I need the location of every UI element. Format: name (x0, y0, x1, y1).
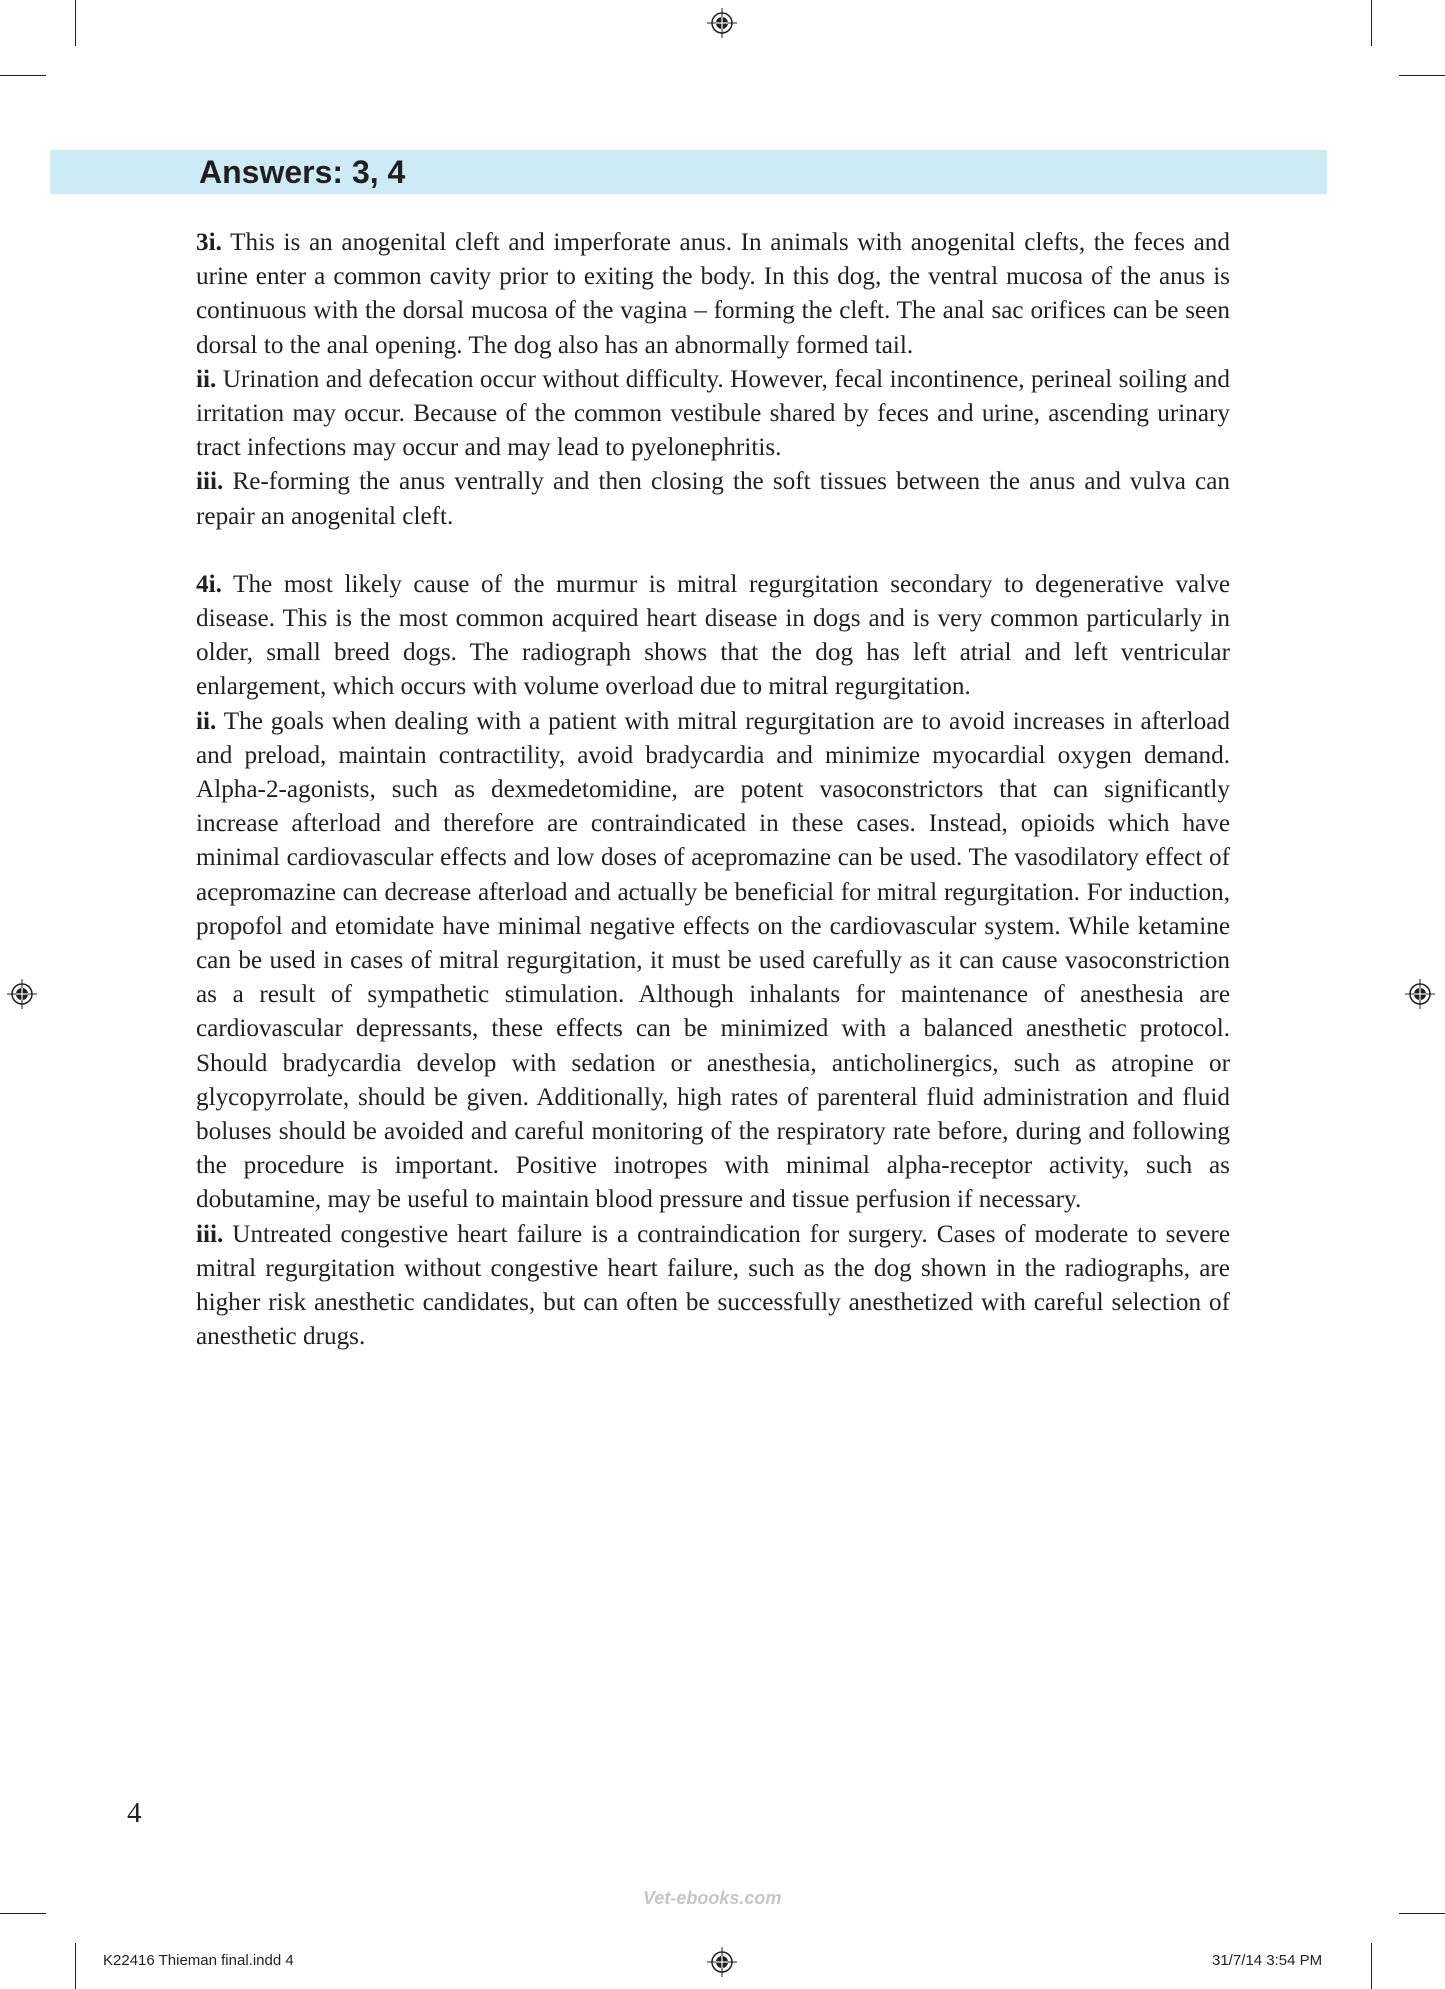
answer-label: iii. (196, 1220, 224, 1248)
answer-text: The goals when dealing with a patient with mitral regurgitation are to avoid increases in afterload and preload, maintain contractility, avoid bradycardia and minimize myocardial oxygen demand. Alpha-2-agonists, such as dexmedetomidine, are potent vasoconstrictors that can significantly increase afterload and therefore are contraindicated in these cases. Instead, opioids which have minimal cardiovascular effects and low doses of acepromazine can be used. The vasodilatory effect of acepromazine can decrease afterload and actually be beneficial for mitral regurgitation. For induction, propofol and etomidate have minimal negative effects on the cardiovascular system. While ketamine can be used in cases of mitral regurgitation, it must be used carefully as it can cause vasoconstriction as a result of sympathetic stimulation. Although inhalants for maintenance of anesthesia are cardiovascular depressants, these effects can be minimized with a balanced anesthetic protocol. Should bradycardia develop with sedation or anesthesia, anticholinergics, such as atropine or glycopyrrolate, should be given. Additionally, high rates of parenteral fluid administration and fluid boluses should be avoided and careful monitoring of the respiratory rate before, during and following the procedure is important. Positive inotropes with minimal alpha-receptor activity, such as dobutamine, may be useful to maintain blood pressure and tissue perfusion if necessary. (196, 707, 1230, 1214)
answer-paragraph (196, 568, 1230, 705)
registration-mark-icon (707, 8, 737, 38)
crop-mark (1371, 1943, 1372, 1989)
answer-paragraph (196, 226, 1230, 363)
crop-mark (75, 0, 76, 46)
answers-body (196, 226, 1230, 1355)
answer-label: ii. (196, 365, 217, 393)
answer-label: 4i. (196, 570, 222, 598)
answer-text: Untreated congestive heart failure is a contraindication for surgery. Cases of moderate to severe mitral regurgitation without congestive heart failure, such as the dog shown in the radiographs, are higher risk anesthetic candidates, but can often be successfully anesthetized with careful selection of anesthetic drugs. (196, 1220, 1230, 1351)
section-title: Answers: 3, 4 (199, 154, 406, 190)
crop-mark (1399, 75, 1445, 76)
answer-label: iii. (196, 468, 224, 496)
page-number: 4 (127, 1797, 142, 1829)
watermark-logo: Vet-ebooks.com (643, 1888, 782, 1908)
crop-mark (0, 1913, 46, 1914)
crop-mark (1399, 1913, 1445, 1914)
answer-text: Re-forming the anus ventrally and then closing the soft tissues between the anus and vulva can repair an anogenital cleft. (196, 468, 1230, 530)
footer-datetime: 31/7/14 3:54 PM (1212, 1952, 1323, 1969)
answer-label: ii. (196, 707, 217, 735)
answer-text: This is an anogenital cleft and imperforate anus. In animals with anogenital clefts, the feces and urine enter a common cavity prior to exiting the body. In this dog, the ventral mucosa of the anus is continuous with the dorsal mucosa of the vagina – forming the cleft. The anal sac orifices can be seen dorsal to the anal opening. The dog also has an abnormally formed tail. (196, 229, 1230, 359)
crop-mark (75, 1943, 76, 1989)
answer-paragraph (196, 705, 1230, 1218)
answer-paragraph (196, 1218, 1230, 1355)
registration-mark-icon (707, 1947, 737, 1977)
answer-paragraph (196, 465, 1230, 533)
paragraph-spacer (196, 534, 1230, 568)
footer-file-info: K22416 Thieman final.indd 4 (103, 1952, 294, 1969)
crop-mark (1371, 0, 1372, 46)
registration-mark-icon (1405, 979, 1435, 1009)
answer-label: 3i. (196, 229, 222, 256)
answer-paragraph (196, 363, 1230, 466)
registration-mark-icon (7, 979, 37, 1009)
crop-mark (0, 75, 46, 76)
answer-text: The most likely cause of the murmur is mitral regurgitation secondary to degenerative valve disease. This is the most common acquired heart disease in dogs and is very common particularly in older, small breed dogs. The radiograph shows that the dog has left atrial and left ventricular enlargement, which occurs with volume overload due to mitral regurgitation. (196, 570, 1230, 701)
answer-text: Urination and defecation occur without difficulty. However, fecal incontinence, perineal soiling and irritation may occur. Because of the common vestibule shared by feces and urine, ascending urinary tract infections may occur and may lead to pyelonephritis. (196, 365, 1230, 462)
